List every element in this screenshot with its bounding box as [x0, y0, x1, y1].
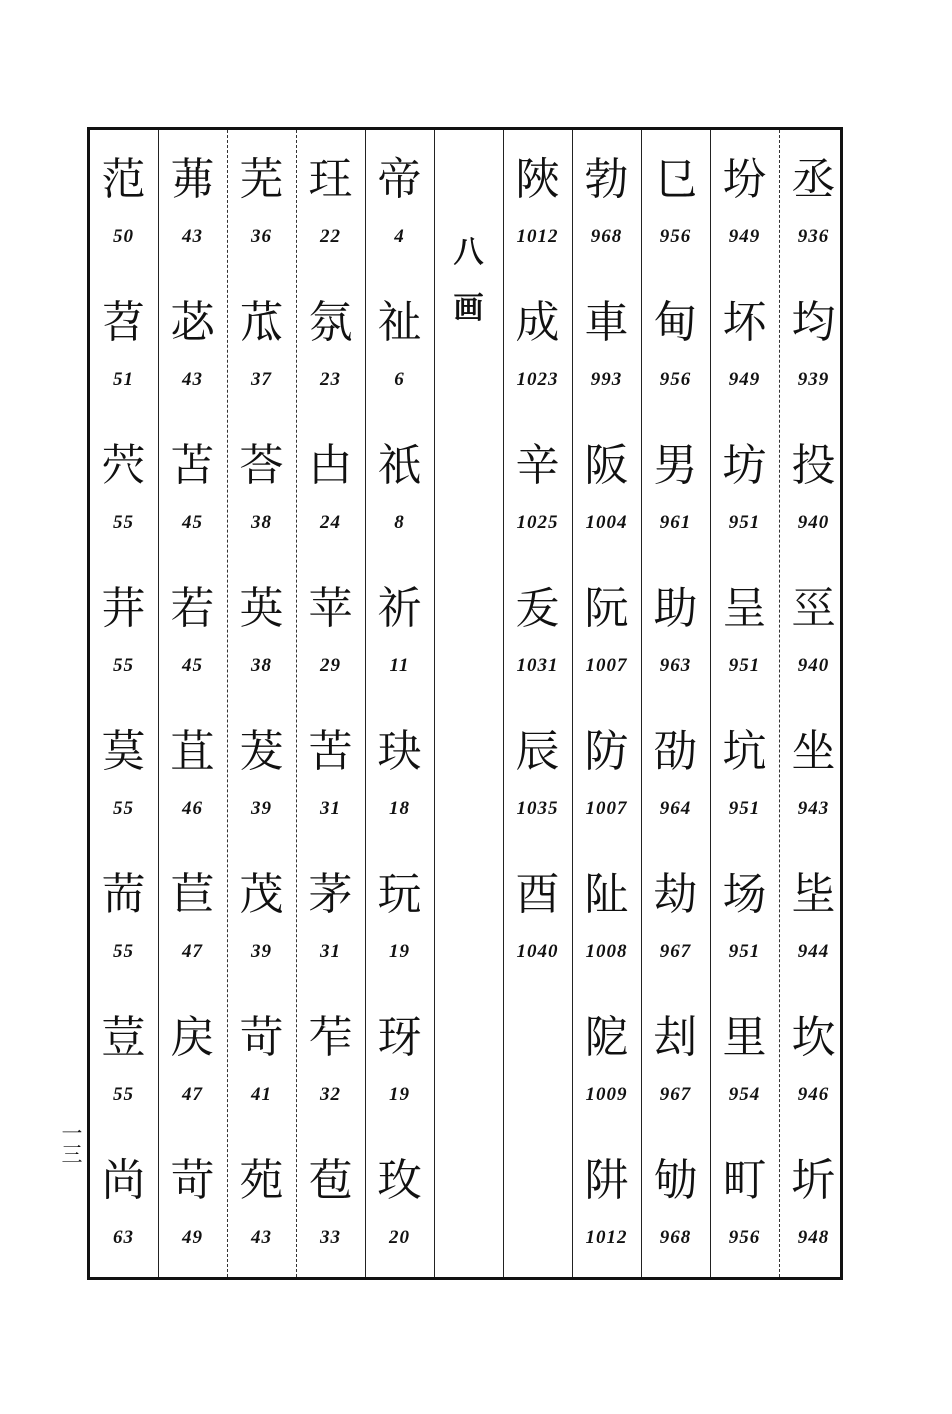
character-entry — [779, 1131, 848, 1271]
entry-page-ref: 38 — [251, 655, 272, 676]
character-entry — [572, 845, 641, 985]
entry-character: 祉 — [377, 297, 422, 348]
entry-page-ref: 55 — [113, 655, 134, 676]
entry-page-ref: 45 — [182, 655, 203, 676]
character-entry — [89, 416, 158, 556]
entry-page-ref: 993 — [590, 369, 623, 390]
entry-page-ref: 1035 — [516, 798, 559, 819]
entry-character: 祈 — [377, 583, 422, 634]
character-entry — [158, 416, 227, 556]
character-entry — [641, 559, 710, 699]
entry-character: 苛 — [170, 1155, 215, 1206]
character-entry — [710, 273, 779, 413]
column-8 — [572, 130, 642, 1277]
entry-character: 苕 — [101, 297, 146, 348]
entry-page-ref: 22 — [320, 226, 341, 247]
column-2 — [158, 130, 228, 1277]
entry-page-ref: 33 — [320, 1227, 341, 1248]
character-entry — [641, 273, 710, 413]
entry-page-ref: 63 — [113, 1227, 134, 1248]
character-entry — [89, 130, 158, 270]
entry-character: 巠 — [791, 583, 836, 634]
entry-character: 茇 — [239, 726, 284, 777]
character-entry — [89, 988, 158, 1128]
column-9 — [641, 130, 711, 1277]
entry-character: 阪 — [584, 440, 629, 491]
character-entry — [89, 273, 158, 413]
entry-character: 苴 — [170, 726, 215, 777]
column-5 — [365, 130, 435, 1277]
character-entry — [641, 845, 710, 985]
entry-character: 里 — [722, 1012, 767, 1063]
section-heading — [434, 230, 503, 342]
entry-character: 帝 — [377, 154, 422, 205]
character-entry — [227, 702, 296, 842]
entry-page-ref: 967 — [659, 941, 692, 962]
entry-character: 阱 — [584, 1155, 629, 1206]
column-10 — [710, 130, 780, 1277]
entry-character: 荅 — [239, 440, 284, 491]
entry-page-ref: 55 — [113, 941, 134, 962]
entry-character: 叐 — [515, 583, 560, 634]
character-entry — [503, 416, 572, 556]
entry-character: 辰 — [515, 726, 560, 777]
character-entry — [296, 845, 365, 985]
entry-character: 祇 — [377, 440, 422, 491]
entry-page-ref: 964 — [659, 798, 692, 819]
character-entry — [227, 130, 296, 270]
character-entry — [227, 559, 296, 699]
entry-page-ref: 951 — [728, 655, 761, 676]
entry-character: 防 — [584, 726, 629, 777]
dictionary-table — [87, 127, 843, 1280]
entry-character: 玫 — [377, 1155, 422, 1206]
entry-page-ref: 961 — [659, 512, 692, 533]
entry-character: 坒 — [791, 869, 836, 920]
entry-character: 荋 — [101, 869, 146, 920]
entry-character: 芜 — [239, 154, 284, 205]
entry-character: 均 — [791, 297, 836, 348]
entry-page-ref: 36 — [251, 226, 272, 247]
character-entry — [572, 702, 641, 842]
column-4 — [296, 130, 366, 1277]
entry-page-ref: 6 — [394, 369, 405, 390]
entry-character: 场 — [722, 869, 767, 920]
entry-character: 阸 — [584, 1012, 629, 1063]
entry-page-ref: 43 — [182, 369, 203, 390]
section-heading-char: 画 — [453, 291, 484, 326]
entry-character: 町 — [722, 1155, 767, 1206]
character-entry — [89, 559, 158, 699]
entry-page-ref: 31 — [320, 941, 341, 962]
entry-character: 助 — [653, 583, 698, 634]
entry-character: 氛 — [308, 297, 353, 348]
entry-character: 陜 — [515, 154, 560, 205]
entry-page-ref: 1012 — [585, 1227, 628, 1248]
character-entry — [572, 130, 641, 270]
entry-page-ref: 45 — [182, 512, 203, 533]
entry-page-ref: 944 — [797, 941, 830, 962]
entry-character: 茂 — [239, 869, 284, 920]
entry-character: 茅 — [308, 869, 353, 920]
character-entry — [572, 273, 641, 413]
character-entry — [296, 130, 365, 270]
entry-character: 茀 — [170, 154, 215, 205]
entry-character: 坊 — [722, 440, 767, 491]
character-entry — [710, 1131, 779, 1271]
entry-page-ref: 51 — [113, 369, 134, 390]
character-entry — [365, 130, 434, 270]
character-entry — [710, 702, 779, 842]
entry-page-ref: 951 — [728, 512, 761, 533]
entry-character: 戻 — [170, 1012, 215, 1063]
entry-page-ref: 943 — [797, 798, 830, 819]
entry-page-ref: 1031 — [516, 655, 559, 676]
character-entry — [572, 559, 641, 699]
entry-page-ref: 967 — [659, 1084, 692, 1105]
character-entry — [296, 702, 365, 842]
entry-page-ref: 1023 — [516, 369, 559, 390]
character-entry — [779, 130, 848, 270]
entry-character: 荳 — [101, 1012, 146, 1063]
column-7 — [503, 130, 573, 1277]
entry-page-ref: 968 — [659, 1227, 692, 1248]
character-entry — [641, 1131, 710, 1271]
character-entry — [779, 845, 848, 985]
entry-page-ref: 29 — [320, 655, 341, 676]
entry-page-ref: 963 — [659, 655, 692, 676]
entry-character: 㔾 — [653, 154, 698, 205]
character-entry — [641, 416, 710, 556]
entry-character: 坋 — [722, 154, 767, 205]
character-entry — [365, 702, 434, 842]
character-entry — [572, 1131, 641, 1271]
character-entry — [227, 988, 296, 1128]
entry-character: 圻 — [791, 1155, 836, 1206]
entry-page-ref: 39 — [251, 941, 272, 962]
entry-character: 苦 — [308, 726, 353, 777]
entry-character: 劭 — [653, 726, 698, 777]
character-entry — [779, 988, 848, 1128]
entry-character: 成 — [515, 297, 560, 348]
entry-character: 范 — [101, 154, 146, 205]
character-entry — [158, 1131, 227, 1271]
entry-character: 苽 — [239, 297, 284, 348]
entry-page-ref: 31 — [320, 798, 341, 819]
entry-page-ref: 1008 — [585, 941, 628, 962]
character-entry — [503, 130, 572, 270]
entry-character: 苲 — [308, 1012, 353, 1063]
entry-page-ref: 1040 — [516, 941, 559, 962]
character-entry — [710, 559, 779, 699]
character-entry — [503, 273, 572, 413]
entry-character: 苑 — [239, 1155, 284, 1206]
entry-page-ref: 940 — [797, 512, 830, 533]
entry-character: 阮 — [584, 583, 629, 634]
character-entry — [365, 416, 434, 556]
character-entry — [710, 988, 779, 1128]
entry-page-ref: 43 — [182, 226, 203, 247]
character-entry — [572, 988, 641, 1128]
entry-page-ref: 43 — [251, 1227, 272, 1248]
entry-page-ref: 46 — [182, 798, 203, 819]
entry-character: 茣 — [101, 726, 146, 777]
column-1 — [89, 130, 159, 1277]
character-entry — [710, 845, 779, 985]
character-entry — [710, 416, 779, 556]
entry-page-ref: 936 — [797, 226, 830, 247]
character-entry — [365, 1131, 434, 1271]
entry-character: 男 — [653, 440, 698, 491]
column-6 — [434, 130, 504, 1277]
character-entry — [365, 845, 434, 985]
entry-character: 坐 — [791, 726, 836, 777]
entry-page-ref: 41 — [251, 1084, 272, 1105]
character-entry — [227, 845, 296, 985]
entry-page-ref: 949 — [728, 226, 761, 247]
entry-character: 玨 — [308, 154, 353, 205]
entry-character: 苛 — [239, 1012, 284, 1063]
character-entry — [641, 130, 710, 270]
entry-page-ref: 956 — [659, 226, 692, 247]
character-entry — [503, 845, 572, 985]
entry-page-ref: 39 — [251, 798, 272, 819]
character-entry — [365, 559, 434, 699]
entry-character: 勃 — [584, 154, 629, 205]
character-entry — [158, 273, 227, 413]
entry-page-ref: 956 — [659, 369, 692, 390]
entry-character: 苹 — [308, 583, 353, 634]
entry-page-ref: 1025 — [516, 512, 559, 533]
character-entry — [158, 988, 227, 1128]
entry-character: 茾 — [101, 583, 146, 634]
entry-page-ref: 38 — [251, 512, 272, 533]
character-entry — [572, 416, 641, 556]
entry-character: 丞 — [791, 154, 836, 205]
entry-character: 辛 — [515, 440, 560, 491]
character-entry — [710, 130, 779, 270]
entry-page-ref: 55 — [113, 798, 134, 819]
entry-character: 呈 — [722, 583, 767, 634]
character-entry — [158, 559, 227, 699]
entry-page-ref: 47 — [182, 941, 203, 962]
character-entry — [89, 845, 158, 985]
entry-page-ref: 47 — [182, 1084, 203, 1105]
entry-page-ref: 23 — [320, 369, 341, 390]
entry-page-ref: 1009 — [585, 1084, 628, 1105]
character-entry — [641, 702, 710, 842]
entry-character: 苾 — [170, 297, 215, 348]
entry-page-ref: 968 — [590, 226, 623, 247]
character-entry — [227, 1131, 296, 1271]
entry-page-ref: 19 — [389, 1084, 410, 1105]
entry-page-ref: 50 — [113, 226, 134, 247]
character-entry — [296, 416, 365, 556]
character-entry — [296, 988, 365, 1128]
entry-character: 玦 — [377, 726, 422, 777]
character-entry — [503, 702, 572, 842]
entry-page-ref: 951 — [728, 798, 761, 819]
column-11 — [779, 130, 848, 1277]
entry-page-ref: 55 — [113, 1084, 134, 1105]
entry-page-ref: 951 — [728, 941, 761, 962]
entry-page-ref: 949 — [728, 369, 761, 390]
entry-character: 英 — [239, 583, 284, 634]
character-entry — [779, 416, 848, 556]
entry-page-ref: 4 — [394, 226, 405, 247]
character-entry — [158, 130, 227, 270]
entry-character: 劬 — [653, 1155, 698, 1206]
entry-page-ref: 11 — [389, 655, 410, 676]
entry-character: 玩 — [377, 869, 422, 920]
entry-page-ref: 939 — [797, 369, 830, 390]
entry-character: 苞 — [308, 1155, 353, 1206]
character-entry — [779, 273, 848, 413]
entry-page-ref: 946 — [797, 1084, 830, 1105]
entry-page-ref: 37 — [251, 369, 272, 390]
character-entry — [641, 988, 710, 1128]
entry-character: 玡 — [377, 1012, 422, 1063]
section-heading-char: 八 — [453, 235, 484, 270]
entry-page-ref: 55 — [113, 512, 134, 533]
character-entry — [89, 1131, 158, 1271]
character-entry — [158, 845, 227, 985]
entry-page-ref: 18 — [389, 798, 410, 819]
entry-character: 刦 — [653, 1012, 698, 1063]
entry-page-ref: 8 — [394, 512, 405, 533]
entry-page-ref: 24 — [320, 512, 341, 533]
entry-character: 尚 — [101, 1155, 146, 1206]
entry-character: 劫 — [653, 869, 698, 920]
entry-character: 阯 — [584, 869, 629, 920]
entry-page-ref: 19 — [389, 941, 410, 962]
entry-page-ref: 1012 — [516, 226, 559, 247]
entry-character: 茓 — [101, 440, 146, 491]
character-entry — [503, 559, 572, 699]
character-entry — [158, 702, 227, 842]
entry-page-ref: 1004 — [585, 512, 628, 533]
entry-character: 甸 — [653, 297, 698, 348]
character-entry — [296, 1131, 365, 1271]
entry-character: 甴 — [308, 440, 353, 491]
character-entry — [365, 273, 434, 413]
entry-character: 若 — [170, 583, 215, 634]
page-number: 一三 — [59, 1122, 83, 1164]
entry-page-ref: 1007 — [585, 655, 628, 676]
entry-page-ref: 948 — [797, 1227, 830, 1248]
entry-character: 苫 — [170, 440, 215, 491]
character-entry — [227, 273, 296, 413]
entry-character: 坎 — [791, 1012, 836, 1063]
entry-character: 車 — [584, 297, 629, 348]
entry-character: 坏 — [722, 297, 767, 348]
entry-page-ref: 956 — [728, 1227, 761, 1248]
entry-page-ref: 32 — [320, 1084, 341, 1105]
entry-character: 坑 — [722, 726, 767, 777]
entry-page-ref: 49 — [182, 1227, 203, 1248]
entry-page-ref: 1007 — [585, 798, 628, 819]
entry-page-ref: 954 — [728, 1084, 761, 1105]
character-entry — [296, 273, 365, 413]
character-entry — [779, 559, 848, 699]
column-3 — [227, 130, 297, 1277]
character-entry — [227, 416, 296, 556]
entry-page-ref: 20 — [389, 1227, 410, 1248]
entry-character: 酉 — [515, 869, 560, 920]
entry-page-ref: 940 — [797, 655, 830, 676]
entry-character: 苣 — [170, 869, 215, 920]
entry-character: 投 — [791, 440, 836, 491]
character-entry — [296, 559, 365, 699]
character-entry — [779, 702, 848, 842]
character-entry — [89, 702, 158, 842]
character-entry — [365, 988, 434, 1128]
